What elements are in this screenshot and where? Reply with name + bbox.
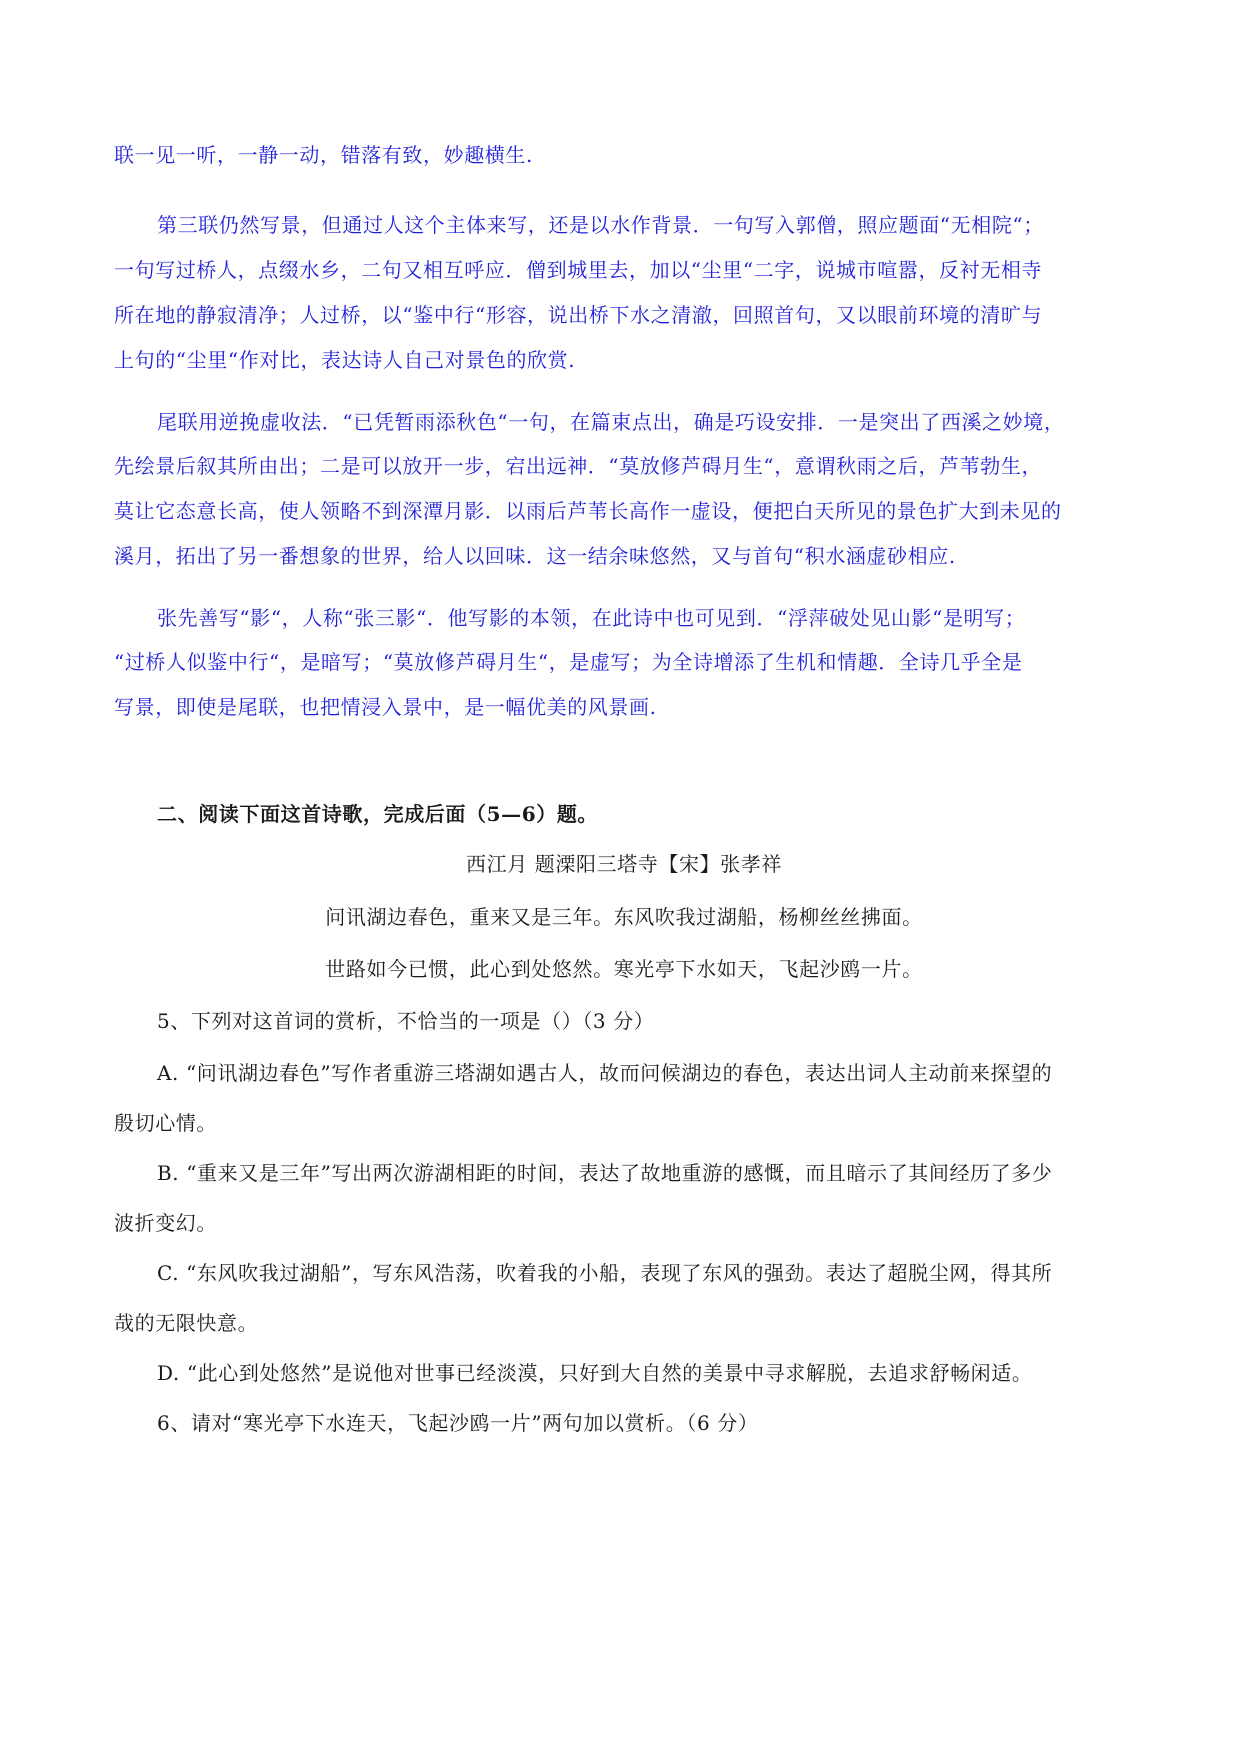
analysis-line: 尾联用逆挽虚收法．“已凭暂雨添秋色“一句，在篇束点出，确是巧设安排．一是突出了西溪之妙境，	[157, 410, 1065, 434]
analysis-line: “过桥人似鉴中行“，是暗写；“莫放修芦碍月生“，是虚写；为全诗增添了生机和情趣．全诗几乎全是	[114, 650, 1023, 674]
option-c-cont: 哉的无限快意。	[114, 1311, 259, 1335]
analysis-line: 先绘景后叙其所由出；二是可以放开一步，宕出远神．“莫放修芦碍月生“，意谓秋雨之后，芦苇勃生，	[114, 454, 1043, 478]
analysis-line: 溪月，拓出了另一番想象的世界，给人以回味．这一结余味悠然，又与首句“积水涵虚砂相应.	[114, 544, 956, 568]
analysis-line: 张先善写“影“，人称“张三影“．他写影的本领，在此诗中也可见到．“浮萍破处见山影“是明写；	[157, 606, 1026, 630]
analysis-line: 联一见一听，一静一动，错落有致，妙趣横生.	[114, 143, 533, 167]
poem-line: 问讯湖边春色，重来又是三年。东风吹我过湖船，杨柳丝丝拂面。	[325, 905, 923, 929]
poem-title: 西江月 题溧阳三塔寺【宋】张孝祥	[466, 852, 782, 876]
poem-line: 世路如今已惯，此心到处悠然。寒光亭下水如天，飞起沙鸥一片。	[325, 957, 923, 981]
option-c: C. “东风吹我过湖船”，写东风浩荡，吹着我的小船，表现了东风的强劲。表达了超脱尘网，得其所	[157, 1261, 1053, 1285]
question-6: 6、请对“寒光亭下水连天，飞起沙鸥一片”两句加以赏析。（6 分）	[157, 1411, 759, 1435]
option-a-cont: 殷切心情。	[114, 1111, 217, 1135]
analysis-line: 第三联仍然写景，但通过人这个主体来写，还是以水作背景．一句写入郭僧，照应题面“无相院“；	[157, 213, 1044, 237]
analysis-line: 写景，即使是尾联，也把情浸入景中，是一幅优美的风景画.	[114, 695, 657, 719]
analysis-line: 所在地的静寂清净；人过桥，以“鉴中行“形容，说出桥下水之清澈，回照首句，又以眼前环境的清旷与	[114, 303, 1043, 327]
section-heading: 二、阅读下面这首诗歌，完成后面（5—6）题。	[157, 802, 599, 826]
analysis-line: 上句的“尘里“作对比，表达诗人自己对景色的欣赏.	[114, 348, 576, 372]
option-b: B. “重来又是三年”写出两次游湖相距的时间，表达了故地重游的感慨，而且暗示了其间经历了多少	[157, 1161, 1053, 1185]
option-a: A. “问讯湖边春色”写作者重游三塔湖如遇古人，故而问候湖边的春色，表达出词人主动前来探望的	[157, 1061, 1053, 1085]
analysis-line: 莫让它态意长高，使人领略不到深潭月影．以雨后芦苇长高作一虚设，便把白天所见的景色扩大到未见的	[114, 499, 1062, 523]
option-b-cont: 波折变幻。	[114, 1211, 217, 1235]
question-5: 5、下列对这首词的赏析，不恰当的一项是（）（3 分）	[157, 1009, 655, 1033]
option-d: D. “此心到处悠然”是说他对世事已经淡漠，只好到大自然的美景中寻求解脱，去追求舒畅闲适。	[157, 1361, 1033, 1385]
analysis-line: 一句写过桥人，点缀水乡，二句又相互呼应．僧到城里去，加以“尘里“二字，说城市喧嚣，反衬无相寺	[114, 258, 1043, 282]
